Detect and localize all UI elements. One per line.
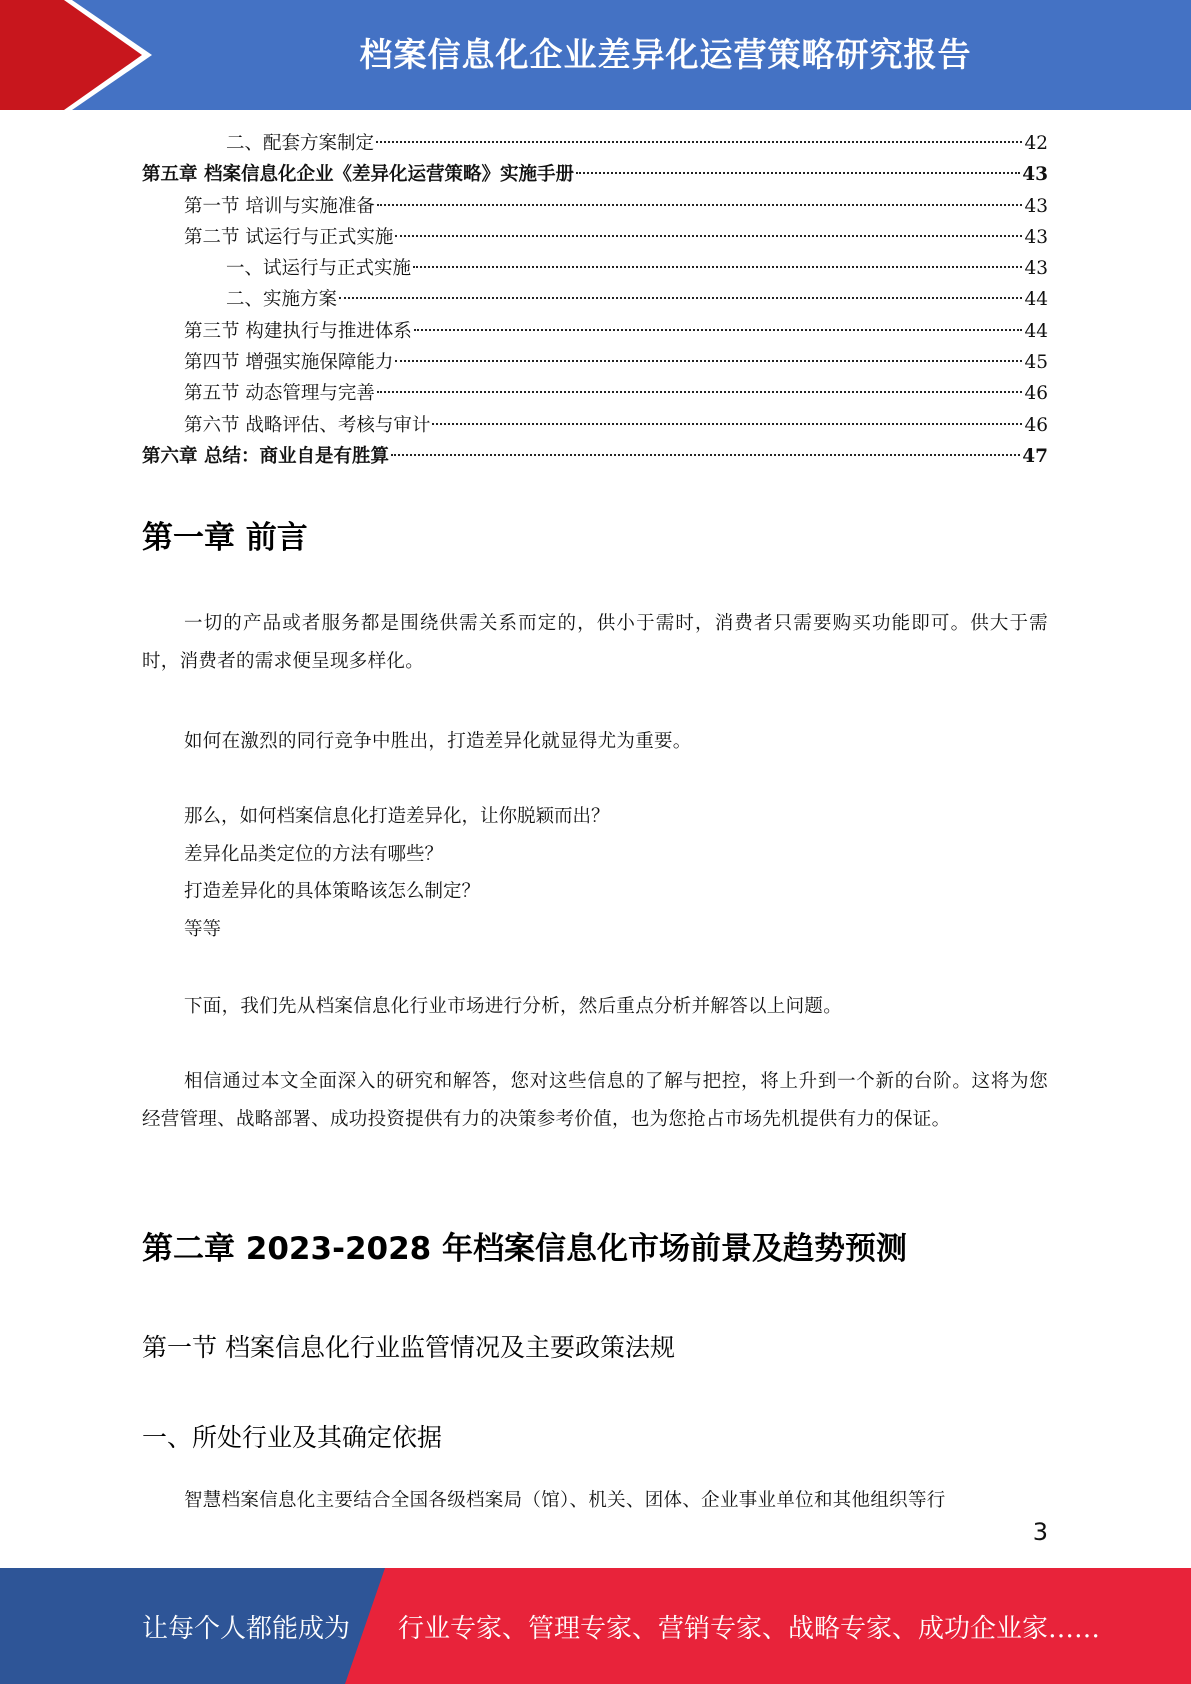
toc-entry-label: 第一节 培训与实施准备 xyxy=(184,195,375,217)
question-list xyxy=(184,798,610,948)
toc-entry-label: 第二节 试运行与正式实施 xyxy=(184,226,394,248)
page-footer xyxy=(0,1568,1191,1684)
question-item: 打造差异化的具体策略该怎么制定？ xyxy=(184,881,481,902)
toc-dot-leader xyxy=(576,172,1020,174)
toc-entry-label: 第三节 构建执行与推进体系 xyxy=(184,320,412,342)
report-title: 档案信息化企业差异化运营策略研究报告 xyxy=(359,34,972,74)
toc-entry[interactable] xyxy=(142,128,1048,159)
toc-entry-page: 43 xyxy=(1024,258,1048,280)
toc-entry[interactable] xyxy=(142,284,1048,315)
toc-entry[interactable] xyxy=(142,410,1048,441)
section-subheading: 一、所处行业及其确定依据 xyxy=(142,1423,443,1452)
toc-entry[interactable] xyxy=(142,222,1048,253)
toc-entry-page: 43 xyxy=(1024,195,1048,217)
chapter-1-title: 第一章 前言 xyxy=(142,520,308,556)
table-of-contents xyxy=(142,128,1048,472)
toc-dot-leader xyxy=(432,423,1022,425)
toc-entry-page: 42 xyxy=(1024,133,1048,154)
footer-slogan-right: 行业专家、管理专家、营销专家、战略专家、成功企业家…… xyxy=(398,1613,1101,1644)
toc-entry-label: 第四节 增强实施保障能力 xyxy=(184,352,394,374)
toc-entry-label: 一、试运行与正式实施 xyxy=(226,258,412,280)
header-red-arrow xyxy=(0,0,150,110)
toc-dot-leader xyxy=(414,329,1023,331)
toc-entry-page: 46 xyxy=(1024,414,1048,436)
toc-entry-page: 46 xyxy=(1024,383,1048,405)
toc-dot-leader xyxy=(395,235,1022,237)
toc-entry[interactable] xyxy=(142,347,1048,378)
chapter-2-paragraph-1: 智慧档案信息化主要结合全国各级档案局（馆）、机关、团体、企业事业单位和其他组织等行 xyxy=(184,1490,946,1511)
chapter-2-title: 第二章 2023-2028 年档案信息化市场前景及趋势预测 xyxy=(142,1231,908,1267)
toc-entry[interactable] xyxy=(142,253,1048,284)
page-header xyxy=(0,0,1191,110)
chapter-1-paragraph-2: 如何在激烈的同行竞争中胜出，打造差异化就显得尤为重要。 xyxy=(184,731,692,752)
toc-entry[interactable] xyxy=(142,441,1048,472)
chapter-1-paragraph-1: 一切的产品或者服务都是围绕供需关系而定的，供小于需时，消费者只需要购买功能即可。供大于需时，消费者的需求便呈现多样化。 xyxy=(142,613,1048,672)
toc-entry[interactable] xyxy=(142,316,1048,347)
toc-dot-leader xyxy=(391,454,1020,456)
toc-entry-label: 第五章 档案信息化企业《差异化运营策略》实施手册 xyxy=(142,164,574,186)
page-number: 3 xyxy=(1032,1518,1048,1546)
toc-dot-leader xyxy=(413,266,1022,268)
toc-entry-label: 二、实施方案 xyxy=(226,289,338,311)
toc-entry-page: 44 xyxy=(1024,289,1048,311)
toc-dot-leader xyxy=(339,297,1022,299)
toc-entry-page: 44 xyxy=(1024,320,1048,342)
toc-entry-label: 第六节 战略评估、考核与审计 xyxy=(184,414,431,436)
toc-entry[interactable] xyxy=(142,159,1048,190)
toc-entry-page: 43 xyxy=(1022,164,1048,186)
toc-dot-leader xyxy=(395,360,1022,362)
toc-dot-leader xyxy=(377,204,1023,206)
toc-entry-page: 43 xyxy=(1024,226,1048,248)
toc-entry-label: 第六章 总结：商业自是有胜算 xyxy=(142,445,389,467)
question-item: 差异化品类定位的方法有哪些？ xyxy=(184,843,444,865)
footer-slogan-left: 让每个人都能成为 xyxy=(142,1613,351,1644)
toc-entry[interactable] xyxy=(142,378,1048,409)
toc-entry[interactable] xyxy=(142,191,1048,222)
toc-dot-leader xyxy=(376,141,1022,143)
chapter-1-paragraph-4: 相信通过本文全面深入的研究和解答，您对这些信息的了解与把控，将上升到一个新的台阶。这将为您经营管理、战略部署、成功投资提供有力的决策参考价值，也为您抢占市场先机提供有力的保证。 xyxy=(142,1071,1048,1130)
toc-entry-page: 45 xyxy=(1024,352,1048,374)
question-item: 等等 xyxy=(184,918,222,940)
toc-entry-page: 47 xyxy=(1022,445,1048,467)
chapter-2-section-1-title: 第一节 档案信息化行业监管情况及主要政策法规 xyxy=(142,1333,675,1362)
toc-dot-leader xyxy=(377,391,1023,393)
toc-entry-label: 第五节 动态管理与完善 xyxy=(184,383,375,405)
question-item: 那么，如何档案信息化打造差异化，让你脱颖而出？ xyxy=(184,806,610,827)
toc-entry-label: 二、配套方案制定 xyxy=(226,133,375,154)
chapter-1-paragraph-3: 下面，我们先从档案信息化行业市场进行分析，然后重点分析并解答以上问题。 xyxy=(184,996,843,1017)
